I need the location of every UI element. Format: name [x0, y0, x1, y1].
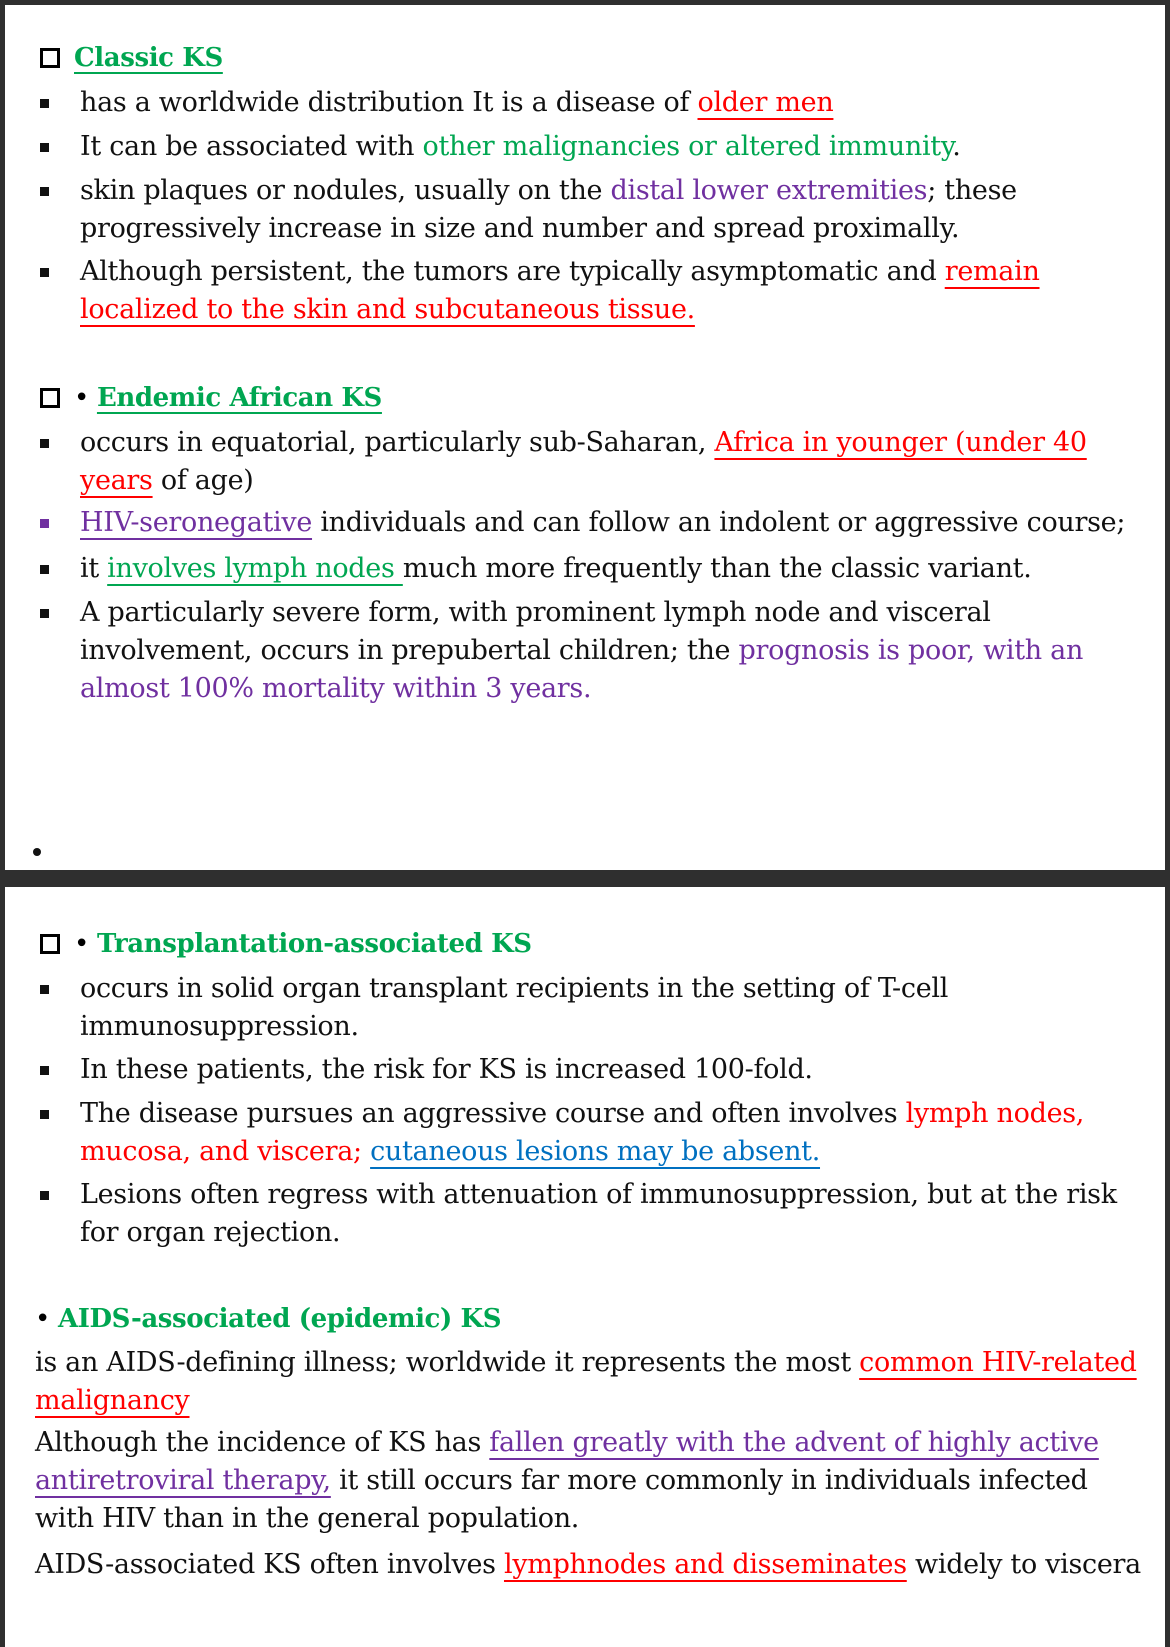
bullet-item: it involves lymph nodes much more frequently than the classic variant.	[35, 550, 1155, 588]
bullet-item: HIV-seronegative individuals and can follow an indolent or aggressive course;	[35, 504, 1155, 542]
bullet-item: occurs in solid organ transplant recipients in the setting of T-cell immunosuppression.	[35, 970, 1155, 1046]
bullet-item: A particularly severe form, with prominent lymph node and visceral involvement, occurs in prepubertal children; the prognosis is poor, with an almost 100% mortality within 3 years.	[35, 594, 1155, 708]
bullet-item: skin plaques or nodules, usually on the distal lower extremities; these progressively increase in size and number and spread proximally.	[35, 172, 1155, 248]
section-title-endemic-african-ks: • Endemic African KS	[40, 383, 382, 413]
bullet-item: In these patients, the risk for KS is increased 100-fold.	[35, 1051, 1155, 1089]
section-title-classic-ks: Classic KS	[40, 43, 223, 73]
checkbox-square-icon	[40, 934, 60, 954]
checkbox-square-icon	[40, 48, 60, 68]
paragraph: is an AIDS-defining illness; worldwide it represents the most common HIV-related malignancy	[35, 1347, 1137, 1416]
document-page-2	[5, 887, 1165, 1647]
bullet-item: Lesions often regress with attenuation of immunosuppression, but at the risk for organ rejection.	[35, 1176, 1155, 1252]
section-title-transplantation-ks: • Transplantation-associated KS	[40, 929, 532, 959]
checkbox-square-icon	[40, 388, 60, 408]
section-title-aids-ks: • AIDS-associated (epidemic) KS	[35, 1304, 502, 1334]
bullet-item: Although persistent, the tumors are typically asymptomatic and remain localized to the skin and subcutaneous tissue.	[35, 253, 1155, 329]
paragraph: AIDS-associated KS often involves lymphnodes and disseminates widely to viscera	[35, 1549, 1141, 1580]
empty-bullet-dot	[33, 848, 41, 856]
paragraph: Although the incidence of KS has fallen greatly with the advent of highly active antiretroviral therapy, it still occurs far more commonly in individuals infected with HIV than in the general population.	[35, 1427, 1099, 1534]
document-page-1	[5, 5, 1165, 870]
bullet-item: It can be associated with other malignancies or altered immunity.	[35, 128, 1155, 166]
bullet-item: has a worldwide distribution It is a disease of older men	[35, 84, 1155, 122]
bullet-item: occurs in equatorial, particularly sub-Saharan, Africa in younger (under 40 years of age)	[35, 424, 1155, 500]
bullet-item: The disease pursues an aggressive course and often involves lymph nodes, mucosa, and viscera; cutaneous lesions may be absent.	[35, 1095, 1155, 1171]
